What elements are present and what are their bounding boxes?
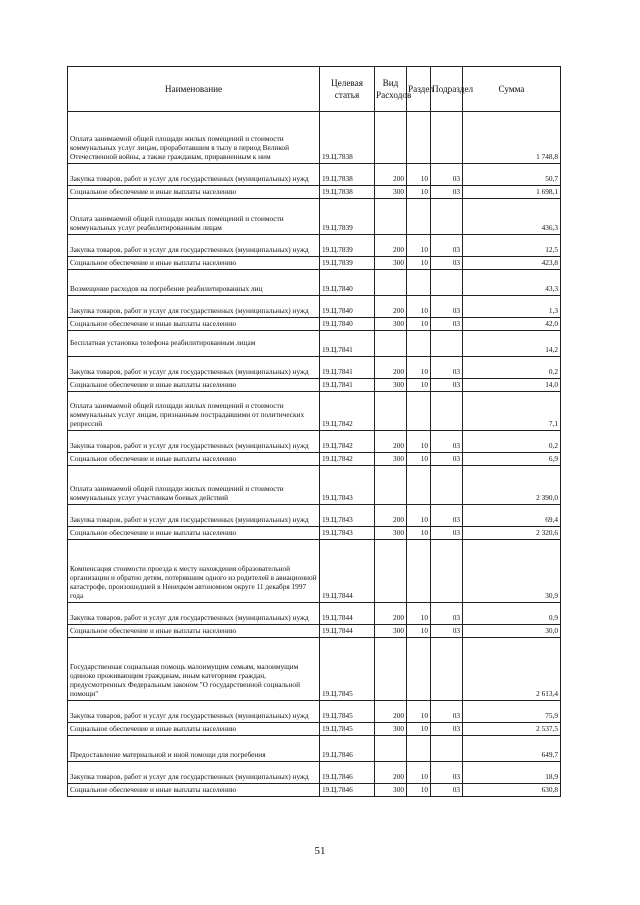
row-code: 19.Ц.7843 [320, 527, 375, 540]
row-section [407, 112, 431, 164]
budget-table [67, 66, 561, 797]
row-name: Возмещение расходов на погребение реабилитированных лиц [68, 270, 320, 296]
row-section: 10 [407, 379, 431, 392]
header-expense-type: Вид Расходов [375, 67, 407, 112]
table-row [68, 331, 561, 357]
row-code: 19.Ц.7840 [320, 318, 375, 331]
row-code: 19.Ц.7841 [320, 357, 375, 379]
row-expense-type [375, 112, 407, 164]
row-sum: 2 537,5 [463, 723, 561, 736]
row-name: Бесплатная установка телефона реабилитированным лицам [68, 331, 320, 357]
row-code: 19.Ц.7842 [320, 431, 375, 453]
row-subsection: 03 [431, 723, 463, 736]
table-row [68, 186, 561, 199]
row-name: Социальное обеспечение и иные выплаты населению [68, 318, 320, 331]
row-name: Закупка товаров, работ и услуг для государственных (муниципальных) нужд [68, 701, 320, 723]
row-subsection [431, 270, 463, 296]
row-section: 10 [407, 453, 431, 466]
row-section: 10 [407, 701, 431, 723]
row-name: Оплата занимаемой общей площади жилых помещений и стоимости коммунальных услуг участникам боевых действий [68, 466, 320, 505]
row-code: 19.Ц.7840 [320, 270, 375, 296]
table-row [68, 431, 561, 453]
row-name: Социальное обеспечение и иные выплаты населению [68, 379, 320, 392]
row-name: Социальное обеспечение и иные выплаты населению [68, 527, 320, 540]
row-section: 10 [407, 164, 431, 186]
row-expense-type: 200 [375, 164, 407, 186]
row-subsection [431, 331, 463, 357]
table-row [68, 112, 561, 164]
row-name: Государственная социальная помощь малоимущим семьям, малоимущим одиноко проживающим гражданам, иным категориям граждан, предусмотренных Федеральным законом "О государственной социальной помощи" [68, 638, 320, 701]
row-sum: 649,7 [463, 736, 561, 762]
table-row [68, 723, 561, 736]
row-name: Компенсация стоимости проезда к месту нахождения образовательной организации и обратно детям, потерявшим одного из родителей в авиационной катастрофе, произошедшей в Ненецком автономном округе 11 декабря 1997 года [68, 540, 320, 603]
row-code: 19.Ц.7841 [320, 331, 375, 357]
row-subsection: 03 [431, 701, 463, 723]
row-expense-type [375, 540, 407, 603]
header-sum: Сумма [463, 67, 561, 112]
row-section [407, 638, 431, 701]
row-code: 19.Ц.7845 [320, 701, 375, 723]
row-expense-type: 300 [375, 784, 407, 797]
row-section [407, 331, 431, 357]
row-expense-type [375, 199, 407, 235]
row-expense-type: 300 [375, 625, 407, 638]
row-code: 19.Ц.7842 [320, 392, 375, 431]
row-subsection [431, 638, 463, 701]
row-subsection: 03 [431, 379, 463, 392]
row-name: Социальное обеспечение и иные выплаты населению [68, 257, 320, 270]
row-sum: 2 390,0 [463, 466, 561, 505]
row-expense-type: 300 [375, 723, 407, 736]
row-sum: 14,2 [463, 331, 561, 357]
row-section: 10 [407, 625, 431, 638]
row-subsection: 03 [431, 257, 463, 270]
row-sum: 6,9 [463, 453, 561, 466]
row-section [407, 466, 431, 505]
row-sum: 423,8 [463, 257, 561, 270]
row-sum: 2 320,6 [463, 527, 561, 540]
row-sum: 43,3 [463, 270, 561, 296]
row-sum: 0,2 [463, 357, 561, 379]
row-code: 19.Ц.7844 [320, 603, 375, 625]
row-expense-type: 200 [375, 505, 407, 527]
table-row [68, 257, 561, 270]
row-name: Закупка товаров, работ и услуг для государственных (муниципальных) нужд [68, 357, 320, 379]
row-expense-type: 300 [375, 527, 407, 540]
row-code: 19.Ц.7840 [320, 296, 375, 318]
row-name: Закупка товаров, работ и услуг для государственных (муниципальных) нужд [68, 164, 320, 186]
table-row [68, 270, 561, 296]
row-name: Социальное обеспечение и иные выплаты населению [68, 723, 320, 736]
row-expense-type: 300 [375, 257, 407, 270]
table-row [68, 736, 561, 762]
row-subsection [431, 466, 463, 505]
table-row [68, 199, 561, 235]
table-row [68, 762, 561, 784]
row-subsection: 03 [431, 527, 463, 540]
row-section: 10 [407, 296, 431, 318]
row-name: Оплата занимаемой общей площади жилых помещений и стоимости коммунальных услуг реабилитированным лицам [68, 199, 320, 235]
row-name: Социальное обеспечение и иные выплаты населению [68, 784, 320, 797]
row-sum: 12,5 [463, 235, 561, 257]
row-section [407, 392, 431, 431]
row-code: 19.Ц.7844 [320, 540, 375, 603]
page-number: 51 [314, 845, 326, 857]
row-sum: 75,9 [463, 701, 561, 723]
row-code: 19.Ц.7843 [320, 466, 375, 505]
table-row [68, 379, 561, 392]
table-row [68, 235, 561, 257]
row-expense-type: 200 [375, 762, 407, 784]
table-row [68, 357, 561, 379]
table-row [68, 603, 561, 625]
row-name: Оплата занимаемой общей площади жилых помещений и стоимости коммунальных услуг лицам, признанным пострадавшими от политических репрессий [68, 392, 320, 431]
row-expense-type [375, 392, 407, 431]
row-sum: 69,4 [463, 505, 561, 527]
row-subsection: 03 [431, 186, 463, 199]
row-subsection [431, 540, 463, 603]
row-name: Закупка товаров, работ и услуг для государственных (муниципальных) нужд [68, 505, 320, 527]
row-sum: 2 613,4 [463, 638, 561, 701]
row-section [407, 736, 431, 762]
header-name: Наименование [68, 67, 320, 112]
row-code: 19.Ц.7845 [320, 723, 375, 736]
row-code: 19.Ц.7838 [320, 112, 375, 164]
table-row [68, 318, 561, 331]
row-expense-type: 300 [375, 453, 407, 466]
row-subsection: 03 [431, 762, 463, 784]
row-name: Социальное обеспечение и иные выплаты населению [68, 453, 320, 466]
row-section [407, 540, 431, 603]
row-sum: 30,9 [463, 540, 561, 603]
row-sum: 0,2 [463, 431, 561, 453]
row-code: 19.Ц.7841 [320, 379, 375, 392]
row-subsection: 03 [431, 603, 463, 625]
row-sum: 1 698,1 [463, 186, 561, 199]
row-section: 10 [407, 257, 431, 270]
row-subsection: 03 [431, 296, 463, 318]
row-name: Закупка товаров, работ и услуг для государственных (муниципальных) нужд [68, 296, 320, 318]
header-subsection: Подраздел [431, 67, 463, 112]
row-section: 10 [407, 235, 431, 257]
table-row [68, 527, 561, 540]
row-sum: 1,3 [463, 296, 561, 318]
table-row [68, 453, 561, 466]
table-row [68, 625, 561, 638]
row-subsection [431, 392, 463, 431]
row-code: 19.Ц.7838 [320, 186, 375, 199]
row-code: 19.Ц.7839 [320, 257, 375, 270]
row-sum: 18,9 [463, 762, 561, 784]
row-name: Закупка товаров, работ и услуг для государственных (муниципальных) нужд [68, 431, 320, 453]
table-row [68, 466, 561, 505]
row-expense-type [375, 331, 407, 357]
row-section [407, 270, 431, 296]
row-expense-type [375, 270, 407, 296]
row-section: 10 [407, 527, 431, 540]
row-expense-type [375, 638, 407, 701]
row-expense-type: 200 [375, 431, 407, 453]
row-section: 10 [407, 505, 431, 527]
row-code: 19.Ц.7838 [320, 164, 375, 186]
row-section: 10 [407, 784, 431, 797]
row-code: 19.Ц.7843 [320, 505, 375, 527]
row-subsection: 03 [431, 431, 463, 453]
row-code: 19.Ц.7846 [320, 784, 375, 797]
row-sum: 50,7 [463, 164, 561, 186]
row-expense-type [375, 466, 407, 505]
row-name: Закупка товаров, работ и услуг для государственных (муниципальных) нужд [68, 235, 320, 257]
table-row [68, 164, 561, 186]
row-section [407, 199, 431, 235]
row-sum: 0,9 [463, 603, 561, 625]
row-code: 19.Ц.7839 [320, 235, 375, 257]
row-section: 10 [407, 603, 431, 625]
row-expense-type [375, 736, 407, 762]
table-row [68, 505, 561, 527]
row-section: 10 [407, 431, 431, 453]
header-section: Раздел [407, 67, 431, 112]
row-section: 10 [407, 357, 431, 379]
row-expense-type: 200 [375, 235, 407, 257]
row-section: 10 [407, 723, 431, 736]
header-target: Целевая статья [320, 67, 375, 112]
row-code: 19.Ц.7844 [320, 625, 375, 638]
row-sum: 30,0 [463, 625, 561, 638]
row-subsection: 03 [431, 625, 463, 638]
table-row [68, 392, 561, 431]
table-header-row [68, 67, 561, 112]
row-expense-type: 200 [375, 357, 407, 379]
row-code: 19.Ц.7846 [320, 762, 375, 784]
row-subsection [431, 112, 463, 164]
row-subsection: 03 [431, 164, 463, 186]
row-subsection: 03 [431, 357, 463, 379]
row-sum: 1 748,8 [463, 112, 561, 164]
row-expense-type: 200 [375, 296, 407, 318]
row-name: Закупка товаров, работ и услуг для государственных (муниципальных) нужд [68, 603, 320, 625]
table-row [68, 638, 561, 701]
row-section: 10 [407, 186, 431, 199]
row-sum: 7,1 [463, 392, 561, 431]
row-expense-type: 300 [375, 379, 407, 392]
row-expense-type: 200 [375, 603, 407, 625]
row-subsection: 03 [431, 784, 463, 797]
row-code: 19.Ц.7846 [320, 736, 375, 762]
table-row [68, 540, 561, 603]
row-section: 10 [407, 762, 431, 784]
table-row [68, 701, 561, 723]
row-subsection [431, 736, 463, 762]
table-row [68, 296, 561, 318]
row-sum: 14,0 [463, 379, 561, 392]
row-name: Социальное обеспечение и иные выплаты населению [68, 625, 320, 638]
row-subsection: 03 [431, 235, 463, 257]
row-expense-type: 200 [375, 701, 407, 723]
row-subsection: 03 [431, 318, 463, 331]
row-sum: 630,8 [463, 784, 561, 797]
row-subsection: 03 [431, 505, 463, 527]
row-sum: 42,0 [463, 318, 561, 331]
row-name: Социальное обеспечение и иные выплаты населению [68, 186, 320, 199]
row-code: 19.Ц.7842 [320, 453, 375, 466]
row-expense-type: 300 [375, 318, 407, 331]
row-name: Предоставление материальной и иной помощи для погребения [68, 736, 320, 762]
row-subsection [431, 199, 463, 235]
row-code: 19.Ц.7839 [320, 199, 375, 235]
row-expense-type: 300 [375, 186, 407, 199]
row-subsection: 03 [431, 453, 463, 466]
row-section: 10 [407, 318, 431, 331]
row-name: Закупка товаров, работ и услуг для государственных (муниципальных) нужд [68, 762, 320, 784]
row-code: 19.Ц.7845 [320, 638, 375, 701]
table-row [68, 784, 561, 797]
row-name: Оплата занимаемой общей площади жилых помещений и стоимости коммунальных услуг лицам, проработавшим в тылу в период Великой Отечественной войны, а также гражданам, приравненным к ним [68, 112, 320, 164]
row-sum: 436,3 [463, 199, 561, 235]
